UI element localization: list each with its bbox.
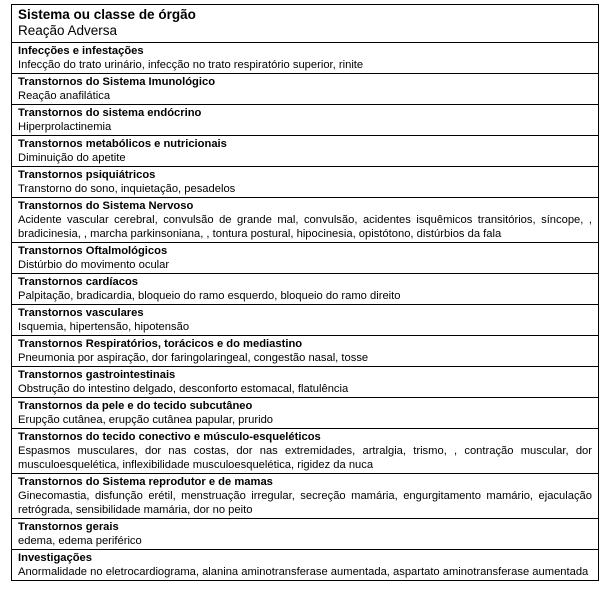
table-row xyxy=(12,105,598,136)
adverse-reactions-text: Hiperprolactinemia xyxy=(18,121,112,133)
organ-class-label: Transtornos gastrointestinais xyxy=(18,369,176,381)
table-row xyxy=(12,474,598,519)
table-row xyxy=(12,167,598,198)
header-subtitle: Reação Adversa xyxy=(18,23,118,38)
header-title: Sistema ou classe de órgão xyxy=(18,7,196,22)
table-row xyxy=(12,305,598,336)
adverse-reactions-text: Obstrução do intestino delgado, desconforto estomacal, flatulência xyxy=(18,383,349,395)
organ-class-label: Transtornos Respiratórios, torácicos e do mediastino xyxy=(18,338,303,350)
adverse-reactions-text: edema, edema periférico xyxy=(18,535,142,547)
organ-class-label: Transtornos metabólicos e nutricionais xyxy=(18,138,227,150)
adverse-reactions-text: Anormalidade no eletrocardiograma, alanina aminotransferase aumentada, aspartato aminotransferase aumentada xyxy=(18,566,589,578)
organ-class-label: Transtornos gerais xyxy=(18,521,119,533)
adverse-reactions-text: Diminuição do apetite xyxy=(18,152,126,164)
organ-class-label: Transtornos do Sistema reprodutor e de mamas xyxy=(18,476,273,488)
table-row xyxy=(12,74,598,105)
organ-class-label: Transtornos cardíacos xyxy=(18,276,138,288)
adverse-reactions-text: Reação anafilática xyxy=(18,90,111,102)
adverse-reactions-text: Distúrbio do movimento ocular xyxy=(18,259,170,271)
table-body xyxy=(12,43,598,580)
table-row xyxy=(12,136,598,167)
organ-class-label: Transtornos do tecido conectivo e músculo-esqueléticos xyxy=(18,431,321,443)
organ-class-label: Transtornos da pele e do tecido subcutâneo xyxy=(18,400,253,412)
adverse-reactions-text: Pneumonia por aspiração, dor faringolaringeal, congestão nasal, tosse xyxy=(18,352,369,364)
organ-class-label: Transtornos do Sistema Imunológico xyxy=(18,76,216,88)
organ-class-label: Transtornos psiquiátricos xyxy=(18,169,156,181)
table-row xyxy=(12,43,598,74)
adverse-reactions-text: Palpitação, bradicardia, bloqueio do ramo esquerdo, bloqueio do ramo direito xyxy=(18,290,401,302)
adverse-reactions-text: Infecção do trato urinário, infecção no trato respiratório superior, rinite xyxy=(18,59,364,71)
organ-class-label: Investigações xyxy=(18,552,92,564)
organ-class-label: Transtornos do sistema endócrino xyxy=(18,107,202,119)
organ-class-label: Transtornos vasculares xyxy=(18,307,144,319)
organ-class-label: Infecções e infestações xyxy=(18,45,144,57)
adverse-reactions-text: Ginecomastia, disfunção erétil, menstruação irregular, secreção mamária, engurgitamento mamário, ejaculação retrógrada, sensibilidade mamária, dor no peito xyxy=(18,490,592,516)
adverse-reactions-table xyxy=(11,4,599,581)
organ-class-label: Transtornos do Sistema Nervoso xyxy=(18,200,194,212)
table-row xyxy=(12,519,598,550)
organ-class-label: Transtornos Oftalmológicos xyxy=(18,245,168,257)
table-row xyxy=(12,243,598,274)
table-row xyxy=(12,429,598,474)
adverse-reactions-text: Isquemia, hipertensão, hipotensão xyxy=(18,321,190,333)
adverse-reactions-text: Erupção cutânea, erupção cutânea papular, prurido xyxy=(18,414,274,426)
table-row xyxy=(12,398,598,429)
adverse-reactions-text: Espasmos musculares, dor nas costas, dor nas extremidades, artralgia, trismo, , contração muscular, dor musculoesquelética, inflexibilidade musculoesquelética, rigidez da nuca xyxy=(18,445,592,471)
table-row xyxy=(12,198,598,243)
table-row xyxy=(12,336,598,367)
adverse-reactions-text: Acidente vascular cerebral, convulsão de grande mal, convulsão, acidentes isquêmicos transitórios, síncope, , bradicinesia, , marcha parkinsoniana, , tontura postural, hipocinesia, opistótono, distúrbios da fala xyxy=(18,214,592,240)
table-row xyxy=(12,274,598,305)
table-row xyxy=(12,367,598,398)
table-header xyxy=(12,5,598,43)
adverse-reactions-text: Transtorno do sono, inquietação, pesadelos xyxy=(18,183,236,195)
table-row xyxy=(12,550,598,580)
